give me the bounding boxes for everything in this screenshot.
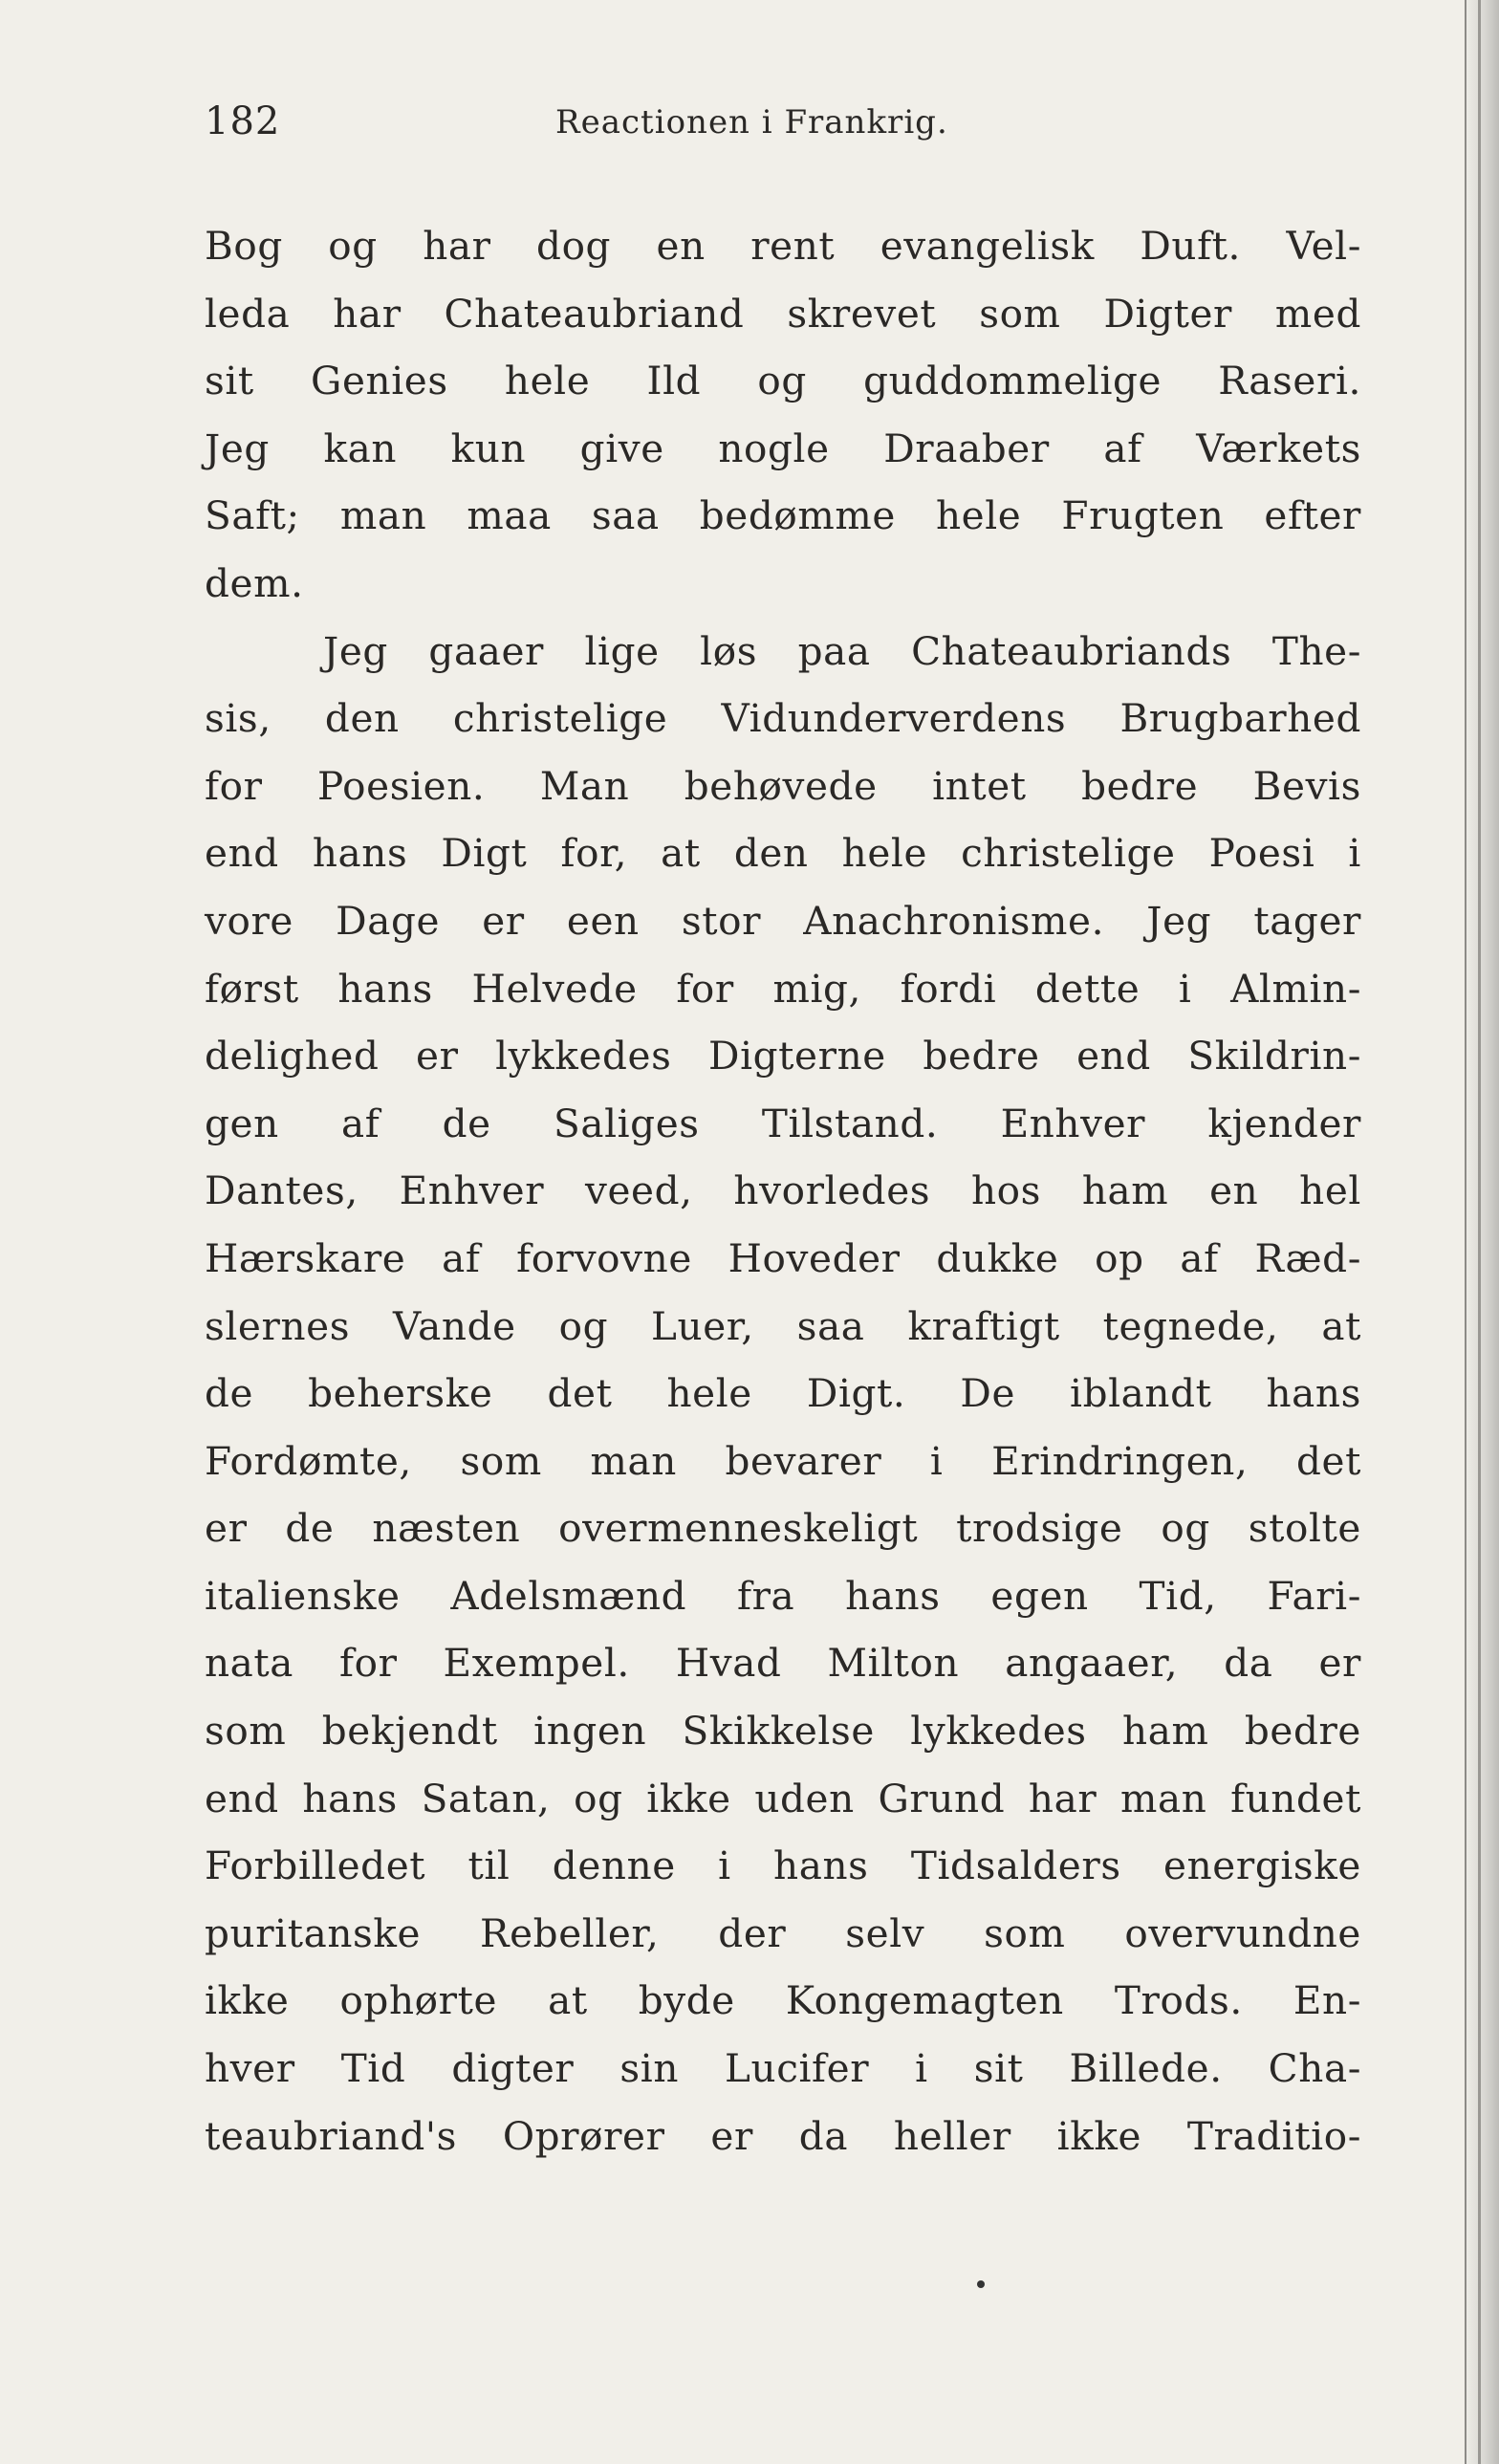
text-line: Jeg gaaer lige løs paa Chateaubriands The- [323,627,1361,674]
page-header [205,99,1361,157]
text-line: gen af de Saliges Tilstand. Enhver kjender [205,1100,1361,1146]
text-line: nata for Exempel. Hvad Milton angaaer, da er [205,1640,1361,1687]
text-line: som bekjendt ingen Skikkelse lykkedes ham bedre [205,1708,1361,1755]
text-line: de beherske det hele Digt. De iblandt hans [205,1370,1361,1417]
text-line: dem. [205,559,304,606]
page-edge [1465,0,1499,2464]
text-line: sis, den christelige Vidunderverdens Brugbarhed [205,695,1361,742]
text-line: Forbilledet til denne i hans Tidsalders energiske [205,1843,1361,1889]
text-line: for Poesien. Man behøvede intet bedre Bevis [205,762,1361,809]
text-line: Bog og har dog en rent evangelisk Duft. Vel- [205,223,1361,269]
text-line: ikke ophørte at byde Kongemagten Trods. En- [205,1977,1361,2024]
text-line: slernes Vande og Luer, saa kraftigt tegnede, at [205,1302,1361,1349]
text-line: delighed er lykkedes Digterne bedre end Skildrin- [205,1033,1361,1079]
text-line: end hans Digt for, at den hele christelige Poesi i [205,830,1361,877]
text-line: sit Genies hele Ild og guddommelige Raseri. [205,358,1361,404]
ink-speck [977,2280,985,2288]
text-line: Fordømte, som man bevarer i Erindringen, det [205,1437,1361,1484]
running-title: Reactionen i Frankrig. [555,103,948,142]
text-line: først hans Helvede for mig, fordi dette i Almin- [205,965,1361,1012]
text-line: er de næsten overmenneskeligt trodsige og stolte [205,1505,1361,1552]
text-line: hver Tid digter sin Lucifer i sit Billede. Cha- [205,2045,1361,2092]
text-line: italienske Adelsmænd fra hans egen Tid, Fari- [205,1572,1361,1619]
text-line: Hærskare af forvovne Hoveder dukke op af Ræd- [205,1234,1361,1281]
text-line: Saft; man maa saa bedømme hele Frugten efter [205,492,1361,539]
binding-line [1478,0,1481,2464]
page-number: 182 [205,99,281,143]
text-line: leda har Chateaubriand skrevet som Digter med [205,290,1361,337]
text-line: Dantes, Enhver veed, hvorledes hos ham en hel [205,1167,1361,1214]
text-line: end hans Satan, og ikke uden Grund har man fundet [205,1775,1361,1821]
text-line: teaubriand's Oprører er da heller ikke Traditio- [205,2112,1361,2159]
text-line: vore Dage er een stor Anachronisme. Jeg tager [205,897,1361,944]
text-line: Jeg kan kun give nogle Draaber af Værkets [205,425,1361,471]
text-line: puritanske Rebeller, der selv som overvundne [205,1909,1361,1956]
body-text [205,212,1361,2170]
